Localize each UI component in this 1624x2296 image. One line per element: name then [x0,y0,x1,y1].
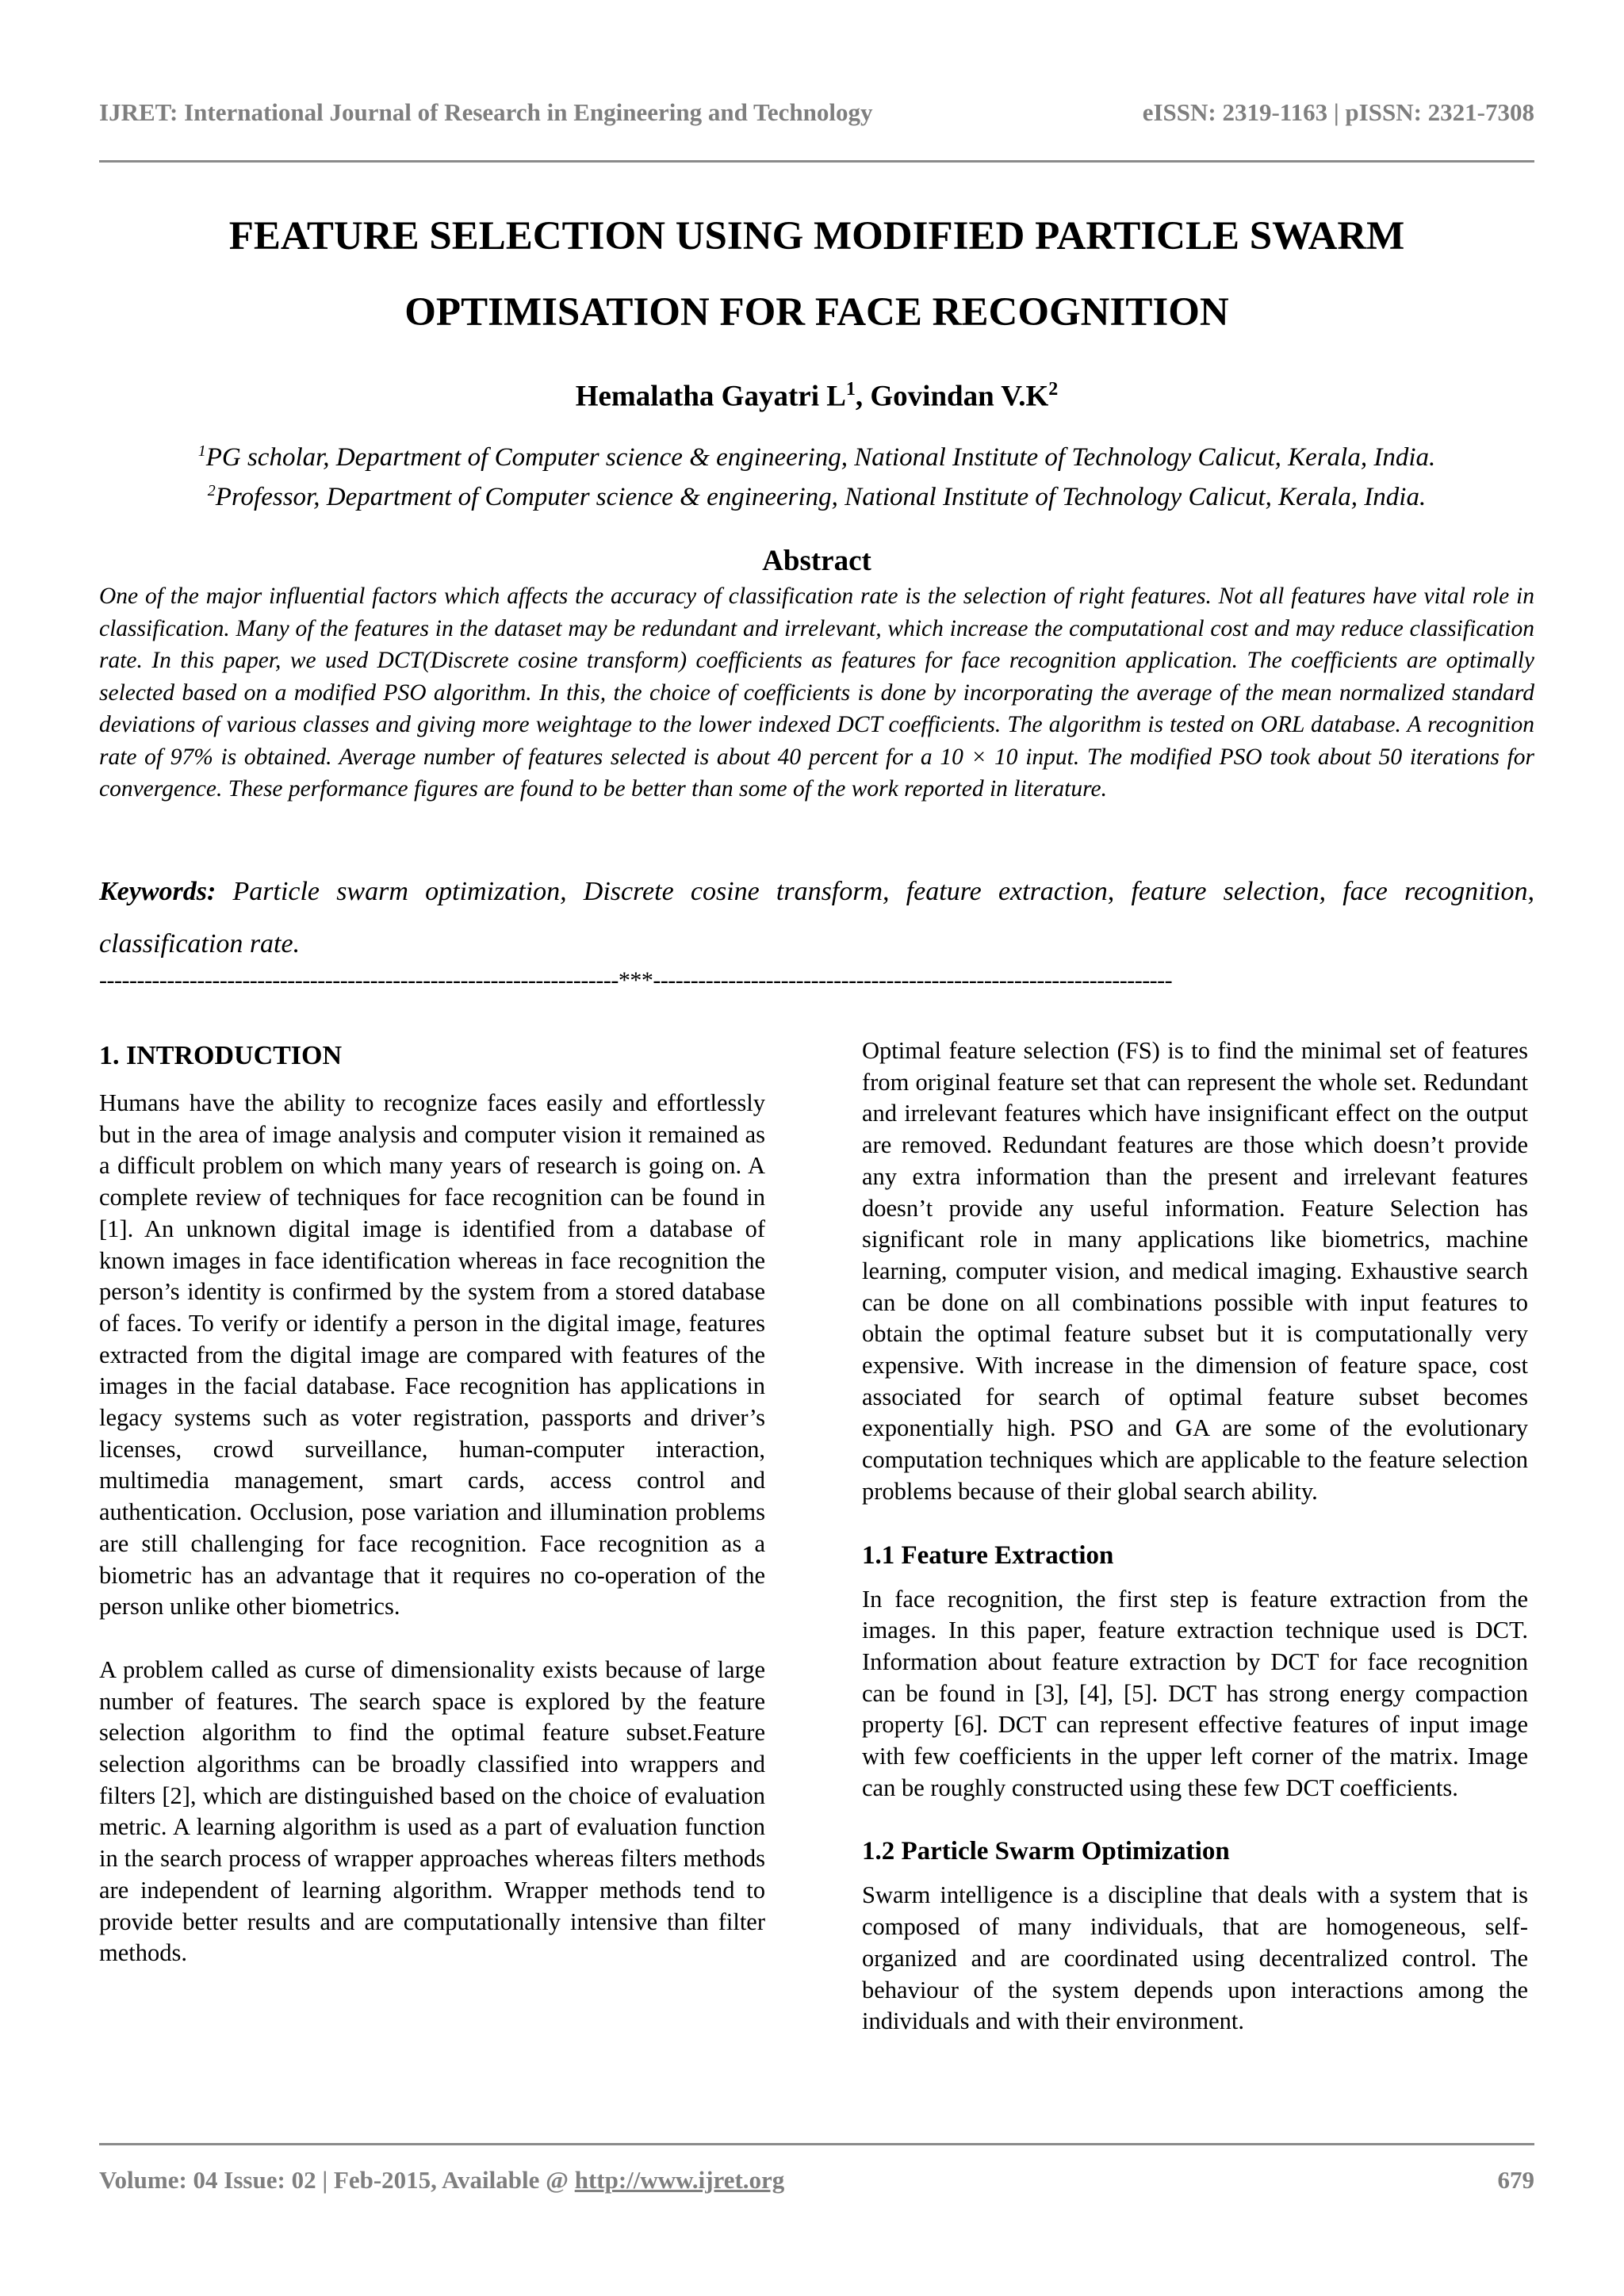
right-column [862,1035,1528,2038]
issn-info: eISSN: 2319-1163 | pISSN: 2321-7308 [1142,98,1534,126]
paper-title [99,198,1534,350]
section-heading-feature-extraction: 1.1 Feature Extraction [862,1540,1114,1570]
running-header [99,98,1534,127]
page-number: 679 [1497,2166,1534,2194]
paragraph: In face recognition, the first step is feature extraction from the images. In this paper, feature extraction technique used is DCT. Information about feature extraction by DCT for face recognition can be found in [3], [4], [5]. DCT has strong energy compaction property [6]. DCT can represent effective features of input image with few coefficients in the upper left corner of the matrix. Image can be roughly constructed using these few DCT coefficients. [862,1585,1528,1801]
author-affil-marker: 1 [845,379,856,400]
section-heading-pso: 1.2 Particle Swarm Optimization [862,1837,1230,1866]
keywords-text: Particle swarm optimization, Discrete cosine transform, feature extraction, feature selection, face recognition, classification rate. [99,877,1534,959]
left-column [99,1040,765,1969]
paragraph: Humans have the ability to recognize faces easily and effortlessly but in the area of image analysis and computer vision it remained as a difficult problem on which many years of research is going on. A complete review of techniques for face recognition can be found in [1]. An unknown digital image is identified from a database of known images in face identification whereas in face recognition the person’s identity is confirmed by the system from a stored database of faces. To verify or identify a person in the digital image, features extracted from the digital image are compared with features of the images in the facial database. Face recognition has applications in legacy systems such as voter registration, passports and driver’s licenses, crowd surveillance, human-computer interaction, multimedia management, smart cards, access control and authentication. Occlusion, pose variation and illumination problems are still challenging for face recognition. Face recognition as a biometric has an advantage that it requires no co-operation of the person unlike other biometrics. [99,1089,765,1621]
affiliation-marker: 2 [207,482,216,499]
affiliation-text: PG scholar, Department of Computer science & engineering, National Institute of Technology Calicut, Kerala, India. [205,443,1436,472]
header-rule [99,160,1534,163]
paragraph: Optimal feature selection (FS) is to find the minimal set of features from original feature set that can represent the whole set. Redundant and irrelevant features which have insignificant effect on the output are removed. Redundant features are those which doesn’t provide any extra information than the present and irrelevant features doesn’t provide any useful information. Feature Selection has significant role in many applications like biometrics, machine learning, computer vision, and medical imaging. Exhaustive search can be done on all combinations possible with input features to obtain the optimal feature subset but it is computationally very expensive. With increase in the dimension of feature space, cost associated for search of optimal feature subset becomes exponentially high. PSO and GA are some of the evolutionary computation techniques which are applicable to the feature selection problems because of their global search ability. [862,1037,1528,1505]
title-line-1: FEATURE SELECTION USING MODIFIED PARTICLE SWARM [228,214,1405,258]
divider-dashes-right: --------------------------------------------------------------------- [653,967,1173,993]
affiliation-marker: 1 [197,442,206,460]
affiliation-2 [99,474,1534,514]
affiliation-1 [99,434,1534,474]
author-name: Govindan V.K [870,380,1049,413]
author-affil-marker: 2 [1048,379,1059,400]
keywords-label: Keywords: [99,877,216,906]
abstract-text: One of the major influential factors which affects the accuracy of classification rate is the selection of right features. Not all features have vital role in classification. Many of the features in the dataset may be redundant and irrelevant, which increase the computational cost and may reduce classification rate. In this paper, we used DCT(Discrete cosine transform) coefficients as features for face recognition application. The coefficients are optimally selected based on a modified PSO algorithm. In this, the choice of coefficients is done by incorporating the average of the mean normalized standard deviations of various classes and giving more weightage to the lower indexed DCT coefficients. The algorithm is tested on ORL database. A recognition rate of 97% is obtained. Average number of features selected is about 40 percent for a 10 × 10 input. The modified PSO took about 50 iterations for convergence. These performance figures are found to be better than some of the work reported in literature. [99,584,1534,802]
paragraph: A problem called as curse of dimensionality exists because of large number of features. The search space is explored by the feature selection algorithm to find the optimal feature subset.Feature selection algorithms can be broadly classified into wrappers and filters [2], which are distinguished based on the choice of evaluation metric. A learning algorithm is used as a part of evaluation function in the search process of wrapper approaches whereas filters methods are independent of learning algorithm. Wrapper methods tend to provide better results and are computationally intensive than filter methods. [99,1655,765,1967]
volume-info [99,2166,784,2195]
section-divider [99,967,1534,994]
paragraph: Swarm intelligence is a discipline that deals with a system that is composed of many individuals, that are homogeneous, self-organized and are coordinated using decentralized control. The behaviour of the system depends upon interactions among the individuals and with their environment. [862,1881,1528,2035]
author-separator: , [855,380,871,413]
section-heading-introduction: 1. INTRODUCTION [99,1041,343,1070]
author-list [99,379,1534,413]
journal-link[interactable]: http://www.ijret.org [574,2166,785,2194]
journal-name: IJRET: International Journal of Research in Engineering and Technology [99,98,873,126]
keywords [99,866,1534,970]
author-name: Hemalatha Gayatri L [575,380,846,413]
affiliation-text: Professor, Department of Computer science & engineering, National Institute of Technology Calicut, Kerala, India. [215,483,1427,511]
footer-rule [99,2143,1534,2145]
affiliations [99,434,1534,514]
running-footer [99,2166,1534,2195]
divider-dashes-left: --------------------------------------------------------------------- [99,967,619,993]
title-line-2: OPTIMISATION FOR FACE RECOGNITION [404,290,1229,335]
abstract-heading: Abstract [762,545,871,577]
volume-text: Volume: 04 Issue: 02 | Feb-2015, Available @ [99,2166,575,2194]
divider-stars: *** [618,967,653,993]
